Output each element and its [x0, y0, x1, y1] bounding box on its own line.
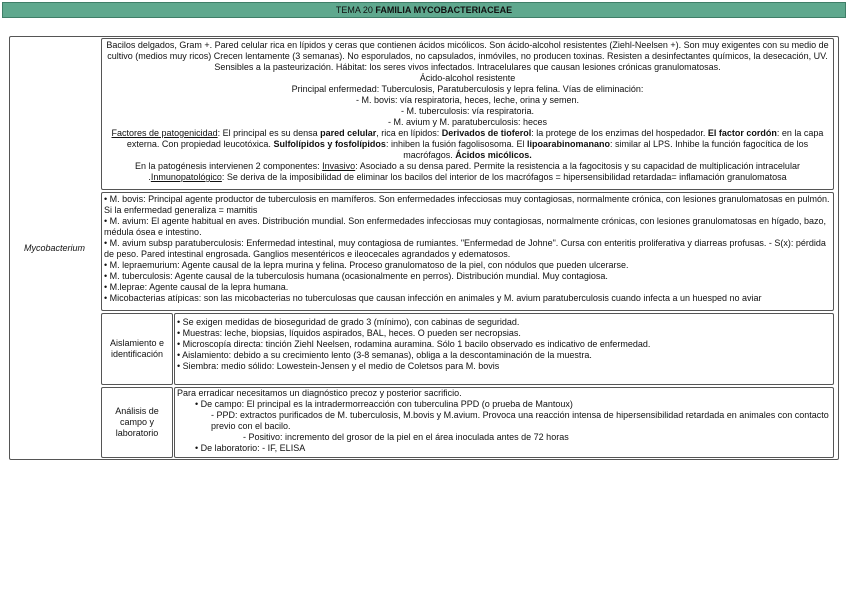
list-item: • M. bovis: Principal agente productor de tuberculosis en mamíferos. Son enfermedades infecciosas muy contagiosas, normalmente crónica, con lesiones granulomatosas en pulmón. Si la enfermedad generaliza = mamitis [104, 194, 830, 215]
mycobacterium-table [9, 36, 839, 460]
list-item: • M. tuberculosis: Agente causal de la tuberculosis humana (ocasionalmente en perros). Distribución mundial. Muy contagiosa. [104, 271, 608, 281]
general-aar: Ácido-alcohol resistente [419, 73, 516, 83]
analisis-box [174, 387, 834, 458]
pathogenesis-paragraph [104, 161, 831, 183]
analisis-line-2: • De campo: El principal es la intradermorreacción con tuberculina PPD (o prueba de Mantoux) [195, 399, 573, 409]
pat-inmunopatologico: Inmunopatológico [150, 172, 222, 182]
fp-text-5: : inhiben la fusión fagolisosoma. El [385, 139, 528, 149]
general-via-avium: - M. avium y M. paratuberculosis: heces [387, 117, 548, 127]
row-label: Mycobacterium [23, 242, 86, 253]
analisis-label: Análisis de campo y laboratorio [101, 387, 173, 458]
general-via-tuberculosis: - M. tuberculosis: vía respiratoria. [400, 106, 535, 116]
title-text: FAMILIA MYCOBACTERIACEAE [375, 5, 513, 15]
pat-text-2: : Asociado a su densa pared. Permite la resistencia a la fagocitosis y su capacidad de multiplicación intracelular . [148, 161, 800, 182]
list-item: • Micobacterias atípicas: son las micobacterias no tuberculosas que causan infección en animales y M. avium paratuberculosis cuando infecta a un huesped no aviar [104, 293, 762, 303]
pat-text-3: : Se deriva de la imposibilidad de eliminar los bacilos del interior de los macrófagos = hipersensibilidad retardada= inflamación granulomatosa [221, 172, 787, 182]
general-principal: Principal enfermedad: Tuberculosis, Paratuberculosis y lepra felina. Vías de eliminación: [291, 84, 644, 94]
list-item: • Siembra: medio sólido: Lowestein-Jensen y el medio de Coletsos para M. bovis [177, 361, 500, 371]
fp-text-6: : similar al LPS. Inhibe la función fagocítica de los macrófagos. [403, 139, 809, 160]
list-item: • M. lepraemurium: Agente causal de la lepra murina y felina. Proceso granulomatoso de la piel, con nódulos que pueden ulcerarse. [104, 260, 629, 270]
pathogenicity-label: Factores de patogenicidad [111, 128, 218, 138]
fp-text-1: : El principal es su densa [217, 128, 321, 138]
fp-bold-1: pared celular [320, 128, 377, 138]
list-item: • Aislamiento: debido a su crecimiento lento (3-8 semanas), obliga a la descontaminación de la muestra. [177, 350, 592, 360]
aislamiento-label: Aislamiento e identificación [101, 313, 173, 385]
fp-bold-4: Sulfolípidos y fosfolípidos [273, 139, 386, 149]
analisis-line-1: Para erradicar necesitamos un diagnóstico precoz y posterior sacrificio. [177, 388, 462, 398]
species-box [101, 192, 834, 311]
fp-text-4: : en la capa externa. Con propiedad leucotóxica. [126, 128, 824, 149]
general-box [101, 38, 834, 190]
page-title [2, 2, 846, 18]
fp-bold-3: El factor cordón [707, 128, 777, 138]
pat-text-1: En la patogénesis intervienen 2 componentes: [135, 161, 323, 171]
analisis-line-3: - PPD: extractos purificados de M. tuberculosis, M.bovis y M.avium. Provoca una reacción intensa de hipersensibilidad retardada en animales con contacto previo con el bacilo. [211, 410, 829, 431]
general-intro: Bacilos delgados, Gram +. Pared celular rica en lípidos y ceras que contienen ácidos micólicos. Son ácido-alcohol resistentes (Ziehl-Neelsen +). Son muy exigentes con su medio de cultivo (medios muy ricos) Crecen lentamente (3 semanas). No esporulados, no capsulados, inmóviles, no producen toxinas. Resisten a desinfectantes químicos, la desecación, UV. Sensibles a la pasteurización. Hábitat: los seres vivos infectados. Intracelulares que causan lesiones crónicas granulomatosas. [106, 40, 829, 72]
list-item: • M. avium subsp paratuberculosis: Enfermedad intestinal, muy contagiosa de rumiantes. "Enfermedad de Johne". Cursa con enteritis proliferativa y diarreas profusas. - S(x): pérdida de peso. Pared intestinal engrosada. Ganglios mesentéricos e ileocecales agrandados y edematosos. [104, 238, 826, 259]
fp-text-2: , rica en lípidos: [376, 128, 442, 138]
pat-invasivo: Invasivo [322, 161, 356, 171]
fp-bold-5: lipoarabinomanano [527, 139, 611, 149]
fp-text-3: : la protege de los enzimas del hospedador. [531, 128, 708, 138]
fp-bold-2: Derivados de tioferol [441, 128, 532, 138]
title-prefix: TEMA 20 [335, 5, 376, 15]
aislamiento-box [174, 313, 834, 385]
general-via-bovis: - M. bovis: vía respiratoria, heces, leche, orina y semen. [355, 95, 580, 105]
analisis-line-5: • De laboratorio: - IF, ELISA [195, 443, 306, 453]
list-item: • M. avium: El agente habitual en aves. Distribución mundial. Son enfermedades infecciosas muy contagiosas, normalmente crónicas, con lesiones granulomatosas en hígado, bazo, médula ósea e intestino. [104, 216, 827, 237]
list-item: • Muestras: leche, biopsias, líquidos aspirados, BAL, heces. O pueden ser necropsias. [177, 328, 521, 338]
list-item: • Microscopía directa: tinción Ziehl Neelsen, rodamina auramina. Sólo 1 bacilo observado es indicativo de enfermedad. [177, 339, 651, 349]
list-item: • Se exigen medidas de bioseguridad de grado 3 (mínimo), con cabinas de seguridad. [177, 317, 520, 327]
list-item: • M.leprae: Agente causal de la lepra humana. [104, 282, 289, 292]
pathogenicity-paragraph [104, 128, 831, 161]
fp-bold-6: Ácidos micólicos. [455, 150, 532, 160]
analisis-line-4: - Positivo: incremento del grosor de la piel en el área inoculada antes de 72 horas [243, 432, 569, 442]
